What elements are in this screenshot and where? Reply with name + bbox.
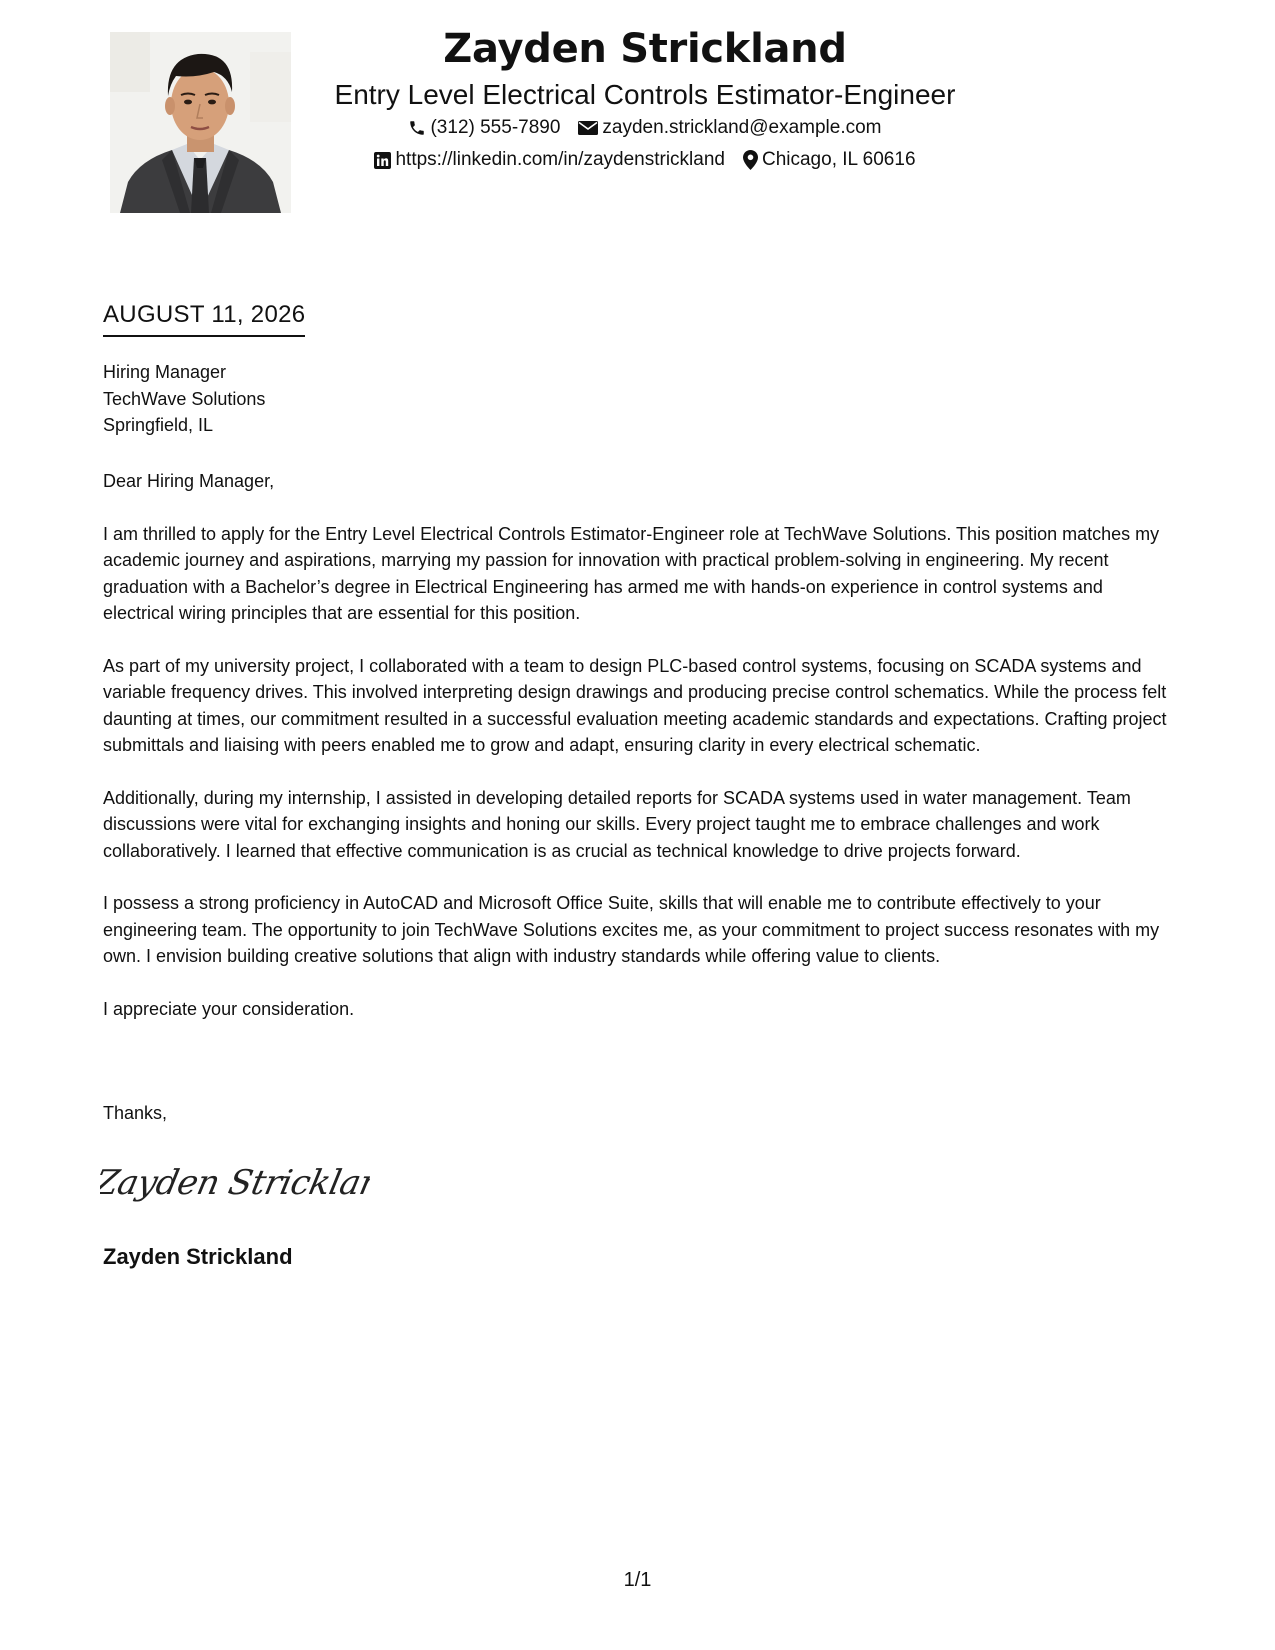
email-contact[interactable] [578,112,881,144]
body-paragraph: I appreciate your consideration. [103,998,355,1019]
page-number: 1/1 [623,1569,652,1591]
recipient-location: Springfield, IL [103,415,214,435]
map-pin-icon [743,150,758,170]
linkedin-url: https://linkedin.com/in/zaydenstrickland [395,149,725,170]
body-paragraph: I am thrilled to apply for the Entry Level Electrical Controls Estimator-Engineer role at TechWave Solutions. This position matches my academic journey and aspirations, marrying my passion for innovation with practical problem-solving in engineering. My recent graduation with a Bachelor’s degree in Electrical Engineering has armed me with hands-on experience in control systems and electrical wiring principles that are essential for this position. [103,523,1160,623]
body-paragraph: Additionally, during my internship, I assisted in developing detailed reports for SCADA systems used in water management. Team discussions were vital for exchanging insights and honing our skills. Every project taught me to embrace challenges and work collaboratively. I learned that effective communication is as crucial as technical knowledge to drive projects forward. [103,787,1131,861]
contact-line-primary [300,112,990,144]
closing-phrase: Thanks, [103,1103,168,1123]
handwritten-signature [100,1150,370,1210]
greeting: Dear Hiring Manager, [103,471,275,491]
letter-date: AUGUST 11, 2026 [103,298,305,337]
recipient-title: Hiring Manager [103,362,227,382]
profile-photo [110,32,291,213]
email-address: zayden.strickland@example.com [602,117,882,138]
linkedin-icon [374,152,391,169]
letter-body [103,468,1173,1048]
job-title: Entry Level Electrical Controls Estimator-Engineer [334,79,956,110]
phone-contact[interactable] [408,112,560,144]
signer-name: Zayden Strickland [103,1244,293,1269]
location-contact [743,144,916,176]
location-text: Chicago, IL 60616 [761,149,916,170]
body-paragraph: I possess a strong proficiency in AutoCAD and Microsoft Office Suite, skills that will enable me to contribute effectively to your engineering team. The opportunity to join TechWave Solutions excites me, as your commitment to project success resonates with my own. I envision building creative solutions that align with industry standards while offering value to clients. [103,893,1160,966]
contact-line-secondary [300,144,990,176]
signature-text: Zayden Stricklan [100,1163,370,1203]
phone-icon [408,119,426,137]
phone-number: (312) 555-7890 [430,117,561,138]
resume-header [300,20,990,176]
recipient-block [103,359,265,439]
body-paragraph: As part of my university project, I collaborated with a team to design PLC-based control systems, focusing on SCADA systems and variable frequency drives. This involved interpreting design drawings and producing precise control schematics. While the process felt daunting at times, our commitment resulted in a successful evaluation meeting academic standards and expectations. Crafting project submittals and liaising with peers enabled me to grow and adapt, ensuring clarity in every electrical schematic. [103,655,1167,755]
recipient-company: TechWave Solutions [103,388,266,409]
envelope-icon [578,120,598,136]
applicant-name: Zayden Strickland [443,26,847,72]
linkedin-contact[interactable] [374,144,725,176]
